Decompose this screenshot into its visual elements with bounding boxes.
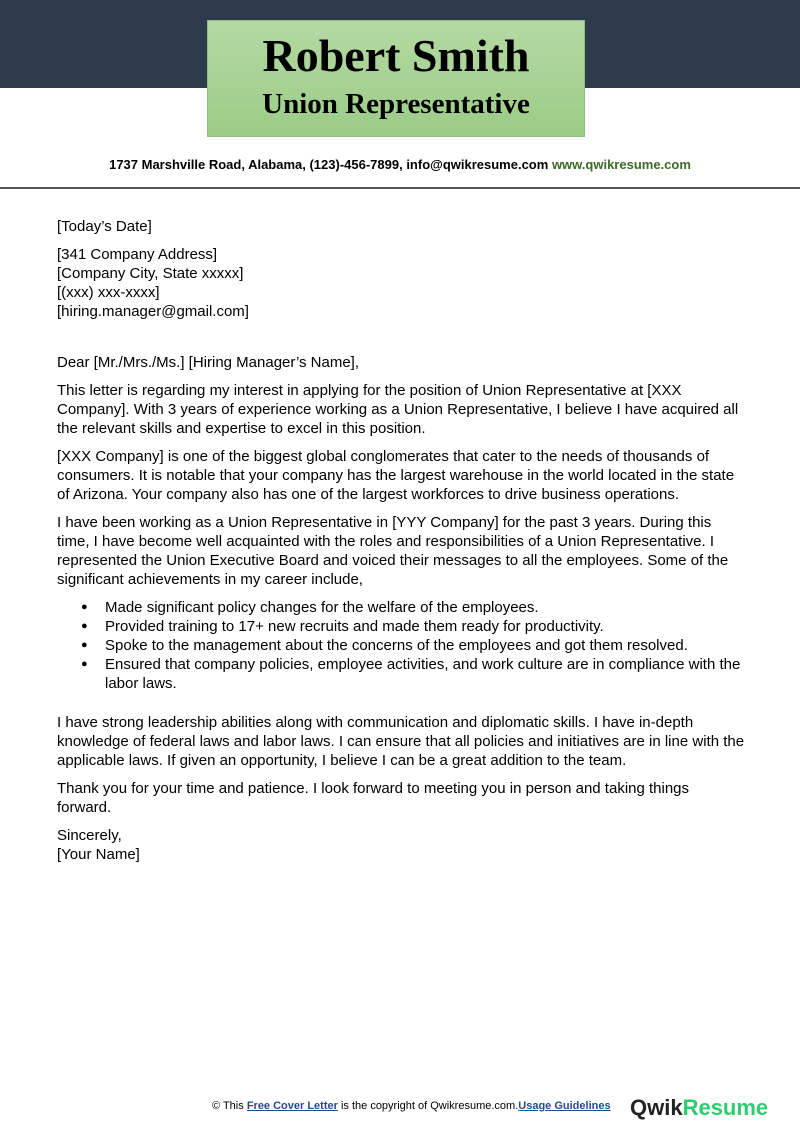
usage-guidelines-link[interactable]: Usage Guidelines bbox=[518, 1100, 611, 1112]
salutation: Dear [Mr./Mrs./Ms.] [Hiring Manager’s Name], bbox=[57, 354, 360, 371]
paragraph: I have strong leadership abilities along with communication and diplomatic skills. I have in-depth knowledge of federal laws and labor laws. I can ensure that all policies and initiatives are in line with the applicable laws. If given an opportunity, I believe I can be a great addition to the team. bbox=[57, 714, 745, 769]
paragraph: This letter is regarding my interest in applying for the position of Union Representative at [XXX Company]. With 3 years of experience working as a Union Representative, I believe I have acquired all the relevant skills and expertise to excel in this position. bbox=[57, 382, 739, 437]
footer-text: © This bbox=[212, 1100, 244, 1112]
footer bbox=[212, 1100, 611, 1112]
address-line: [341 Company Address] bbox=[57, 246, 218, 263]
signature: [Your Name] bbox=[57, 846, 140, 863]
letter-body bbox=[57, 217, 747, 873]
contact-line bbox=[0, 157, 800, 172]
qwikresume-logo bbox=[630, 1095, 768, 1121]
contact-info: 1737 Marshville Road, Alabama, (123)-456-7899, info@qwikresume.com bbox=[109, 157, 549, 172]
free-cover-letter-link[interactable]: Free Cover Letter bbox=[246, 1100, 338, 1112]
achievements-list bbox=[57, 598, 747, 693]
address-line: [(xxx) xxx-xxxx] bbox=[57, 284, 160, 301]
list-item: ● Ensured that company policies, employee activities, and work culture are in compliance with the labor laws. bbox=[105, 655, 747, 693]
recipient-address bbox=[57, 245, 747, 321]
divider bbox=[0, 187, 800, 189]
job-title: Union Representative bbox=[262, 88, 530, 120]
date: [Today’s Date] bbox=[57, 218, 152, 235]
address-line: [hiring.manager@gmail.com] bbox=[57, 303, 249, 320]
list-item: ● Provided training to 17+ new recruits and made them ready for productivity. bbox=[105, 617, 747, 636]
paragraph: [XXX Company] is one of the biggest global conglomerates that cater to the needs of thousands of consumers. It is notable that your company has the largest warehouse in the world located in the state of Arizona. Your company also has one of the largest workforces to drive business operations. bbox=[57, 448, 735, 503]
list-item: ● Made significant policy changes for the welfare of the employees. bbox=[105, 598, 747, 617]
paragraph: I have been working as a Union Representative in [YYY Company] for the past 3 years. During this time, I have become well acquainted with the roles and responsibilities of a Union Representative. I represented the Union Executive Board and voiced their messages to all the employees. Some of the significant achievements in my career include, bbox=[57, 514, 729, 588]
name-box bbox=[207, 20, 585, 137]
paragraph: Thank you for your time and patience. I look forward to meeting you in person and taking things forward. bbox=[57, 780, 690, 816]
signoff: Sincerely, bbox=[57, 827, 122, 844]
website-link[interactable]: www.qwikresume.com bbox=[551, 157, 691, 172]
applicant-name: Robert Smith bbox=[262, 30, 530, 81]
logo-part: Resume bbox=[682, 1095, 769, 1120]
address-line: [Company City, State xxxxx] bbox=[57, 265, 244, 282]
logo-part: Qwik bbox=[630, 1095, 683, 1120]
list-item: ● Spoke to the management about the concerns of the employees and got them resolved. bbox=[105, 636, 747, 655]
footer-text: is the copyright of Qwikresume.com. bbox=[340, 1100, 519, 1112]
